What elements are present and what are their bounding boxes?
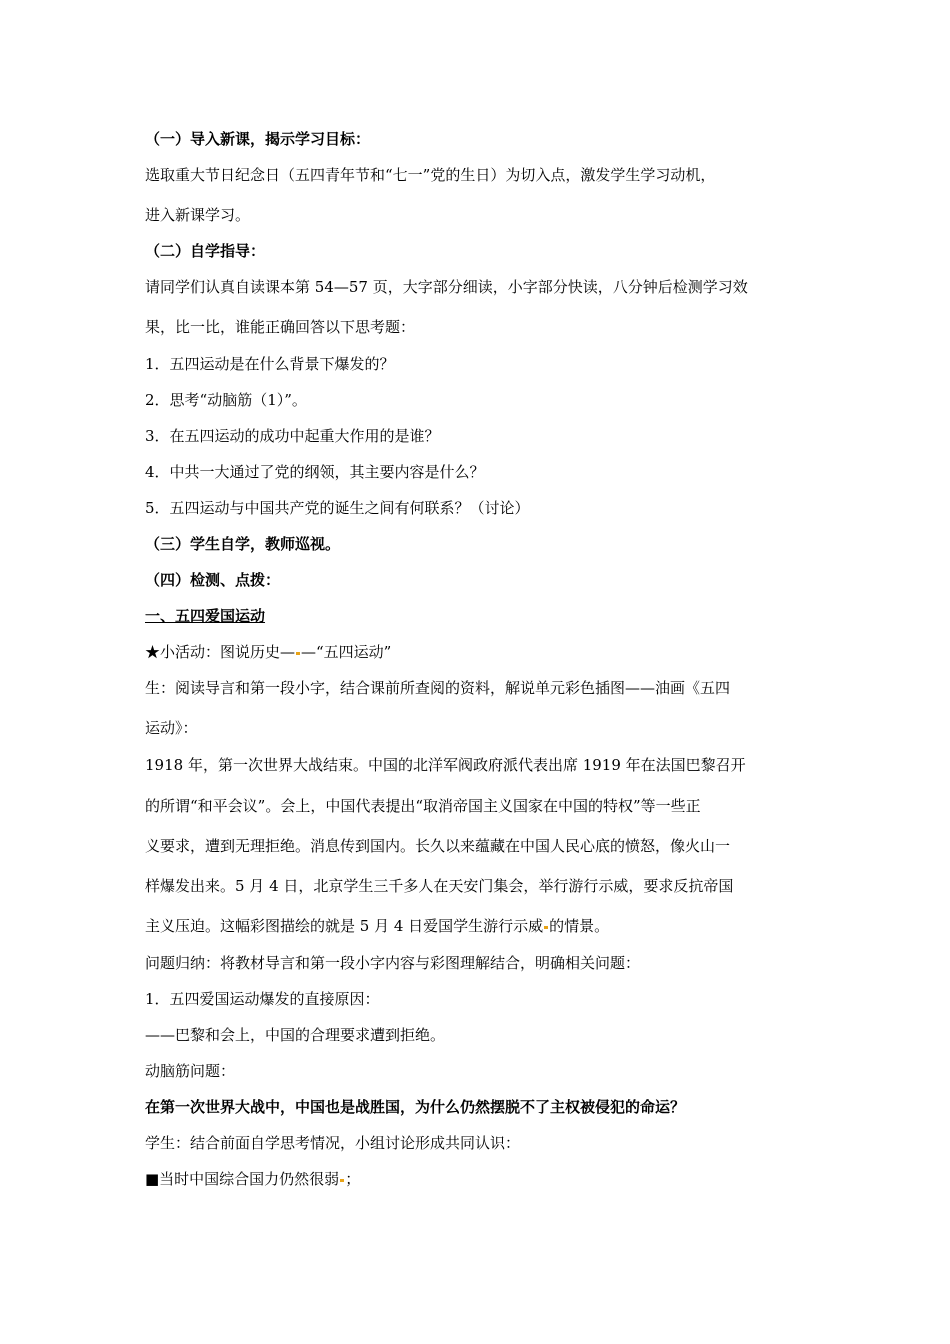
question-5: 5．五四运动与中国共产党的诞生之间有何联系？（讨论） bbox=[145, 499, 530, 517]
text-line-1: 1918 年，第一次世界大战结束。中国的北洋军阀政府派代表出席 1919 年在法国巴黎召开 bbox=[145, 756, 746, 774]
section-2-paragraph-line-1: 请同学们认真自读课本第 54—57 页，大字部分细读，小字部分快读，八分钟后检测学习效 bbox=[145, 278, 748, 296]
cause-answer: ——巴黎和会上，中国的合理要求遭到拒绝。 bbox=[145, 1026, 446, 1044]
section-1-paragraph-line-2: 进入新课学习。 bbox=[145, 206, 251, 224]
section-2-heading: （二）自学指导： bbox=[145, 242, 266, 260]
activity-text-b: —“五四运动” bbox=[301, 643, 392, 661]
text-line-5a: 主义压迫。这幅彩图描绘的就是 5 月 4 日爱国学生游行示威 bbox=[145, 917, 544, 935]
student-line-1: 生：阅读导言和第一段小字，结合课前所查阅的资料，解说单元彩色插图——油画《五四 bbox=[145, 679, 731, 697]
section-4-heading: （四）检测、点拨： bbox=[145, 571, 281, 589]
section-2-paragraph-line-2: 果，比一比，谁能正确回答以下思考题： bbox=[145, 318, 416, 336]
section-1-heading: （一）导入新课，揭示学习目标： bbox=[145, 130, 371, 148]
question-1: 1．五四运动是在什么背景下爆发的？ bbox=[145, 355, 395, 373]
point-1 bbox=[145, 1169, 815, 1189]
text-line-2: 的所谓“和平会议”。会上，中国代表提出“取消帝国主义国家在中国的特权”等一些正 bbox=[145, 797, 701, 815]
section-3-heading: （三）学生自学，教师巡视。 bbox=[145, 535, 341, 553]
highlight-mark bbox=[296, 652, 300, 655]
highlight-mark bbox=[544, 926, 548, 929]
cause-label: 1．五四爱国运动爆发的直接原因： bbox=[145, 990, 380, 1008]
text-line-5b: 的情景。 bbox=[549, 917, 610, 935]
point-1-text: ■当时中国综合国力仍然很弱 bbox=[145, 1170, 340, 1188]
point-1-end: ； bbox=[345, 1170, 361, 1188]
question-3: 3．在五四运动的成功中起重大作用的是谁？ bbox=[145, 427, 440, 445]
discussion-line: 学生：结合前面自学思考情况，小组讨论形成共同认识： bbox=[145, 1134, 521, 1152]
text-line-3: 义要求，遭到无理拒绝。消息传到国内。长久以来蕴藏在中国人民心底的愤怒，像火山一 bbox=[145, 837, 731, 855]
part-1-title: 一、五四爱国运动 bbox=[145, 607, 266, 625]
question-2: 2．思考“动脑筋（1）”。 bbox=[145, 391, 307, 409]
activity-line bbox=[145, 642, 815, 662]
student-line-2: 运动》： bbox=[145, 719, 198, 737]
think-question: 在第一次世界大战中，中国也是战胜国，为什么仍然摆脱不了主权被侵犯的命运？ bbox=[145, 1098, 686, 1116]
think-label: 动脑筋问题： bbox=[145, 1062, 236, 1080]
activity-text-a: ★小活动：图说历史— bbox=[145, 643, 296, 661]
summary-line: 问题归纳：将教材导言和第一段小字内容与彩图理解结合，明确相关问题： bbox=[145, 954, 641, 972]
section-1-paragraph-line-1: 选取重大节日纪念日（五四青年节和“七一”党的生日）为切入点，激发学生学习动机， bbox=[145, 166, 716, 184]
highlight-mark bbox=[340, 1179, 344, 1182]
question-4: 4．中共一大通过了党的纲领，其主要内容是什么？ bbox=[145, 463, 485, 481]
text-line-4: 样爆发出来。5 月 4 日，北京学生三千多人在天安门集会，举行游行示威，要求反抗帝国 bbox=[145, 877, 734, 895]
text-line-5 bbox=[145, 916, 815, 936]
